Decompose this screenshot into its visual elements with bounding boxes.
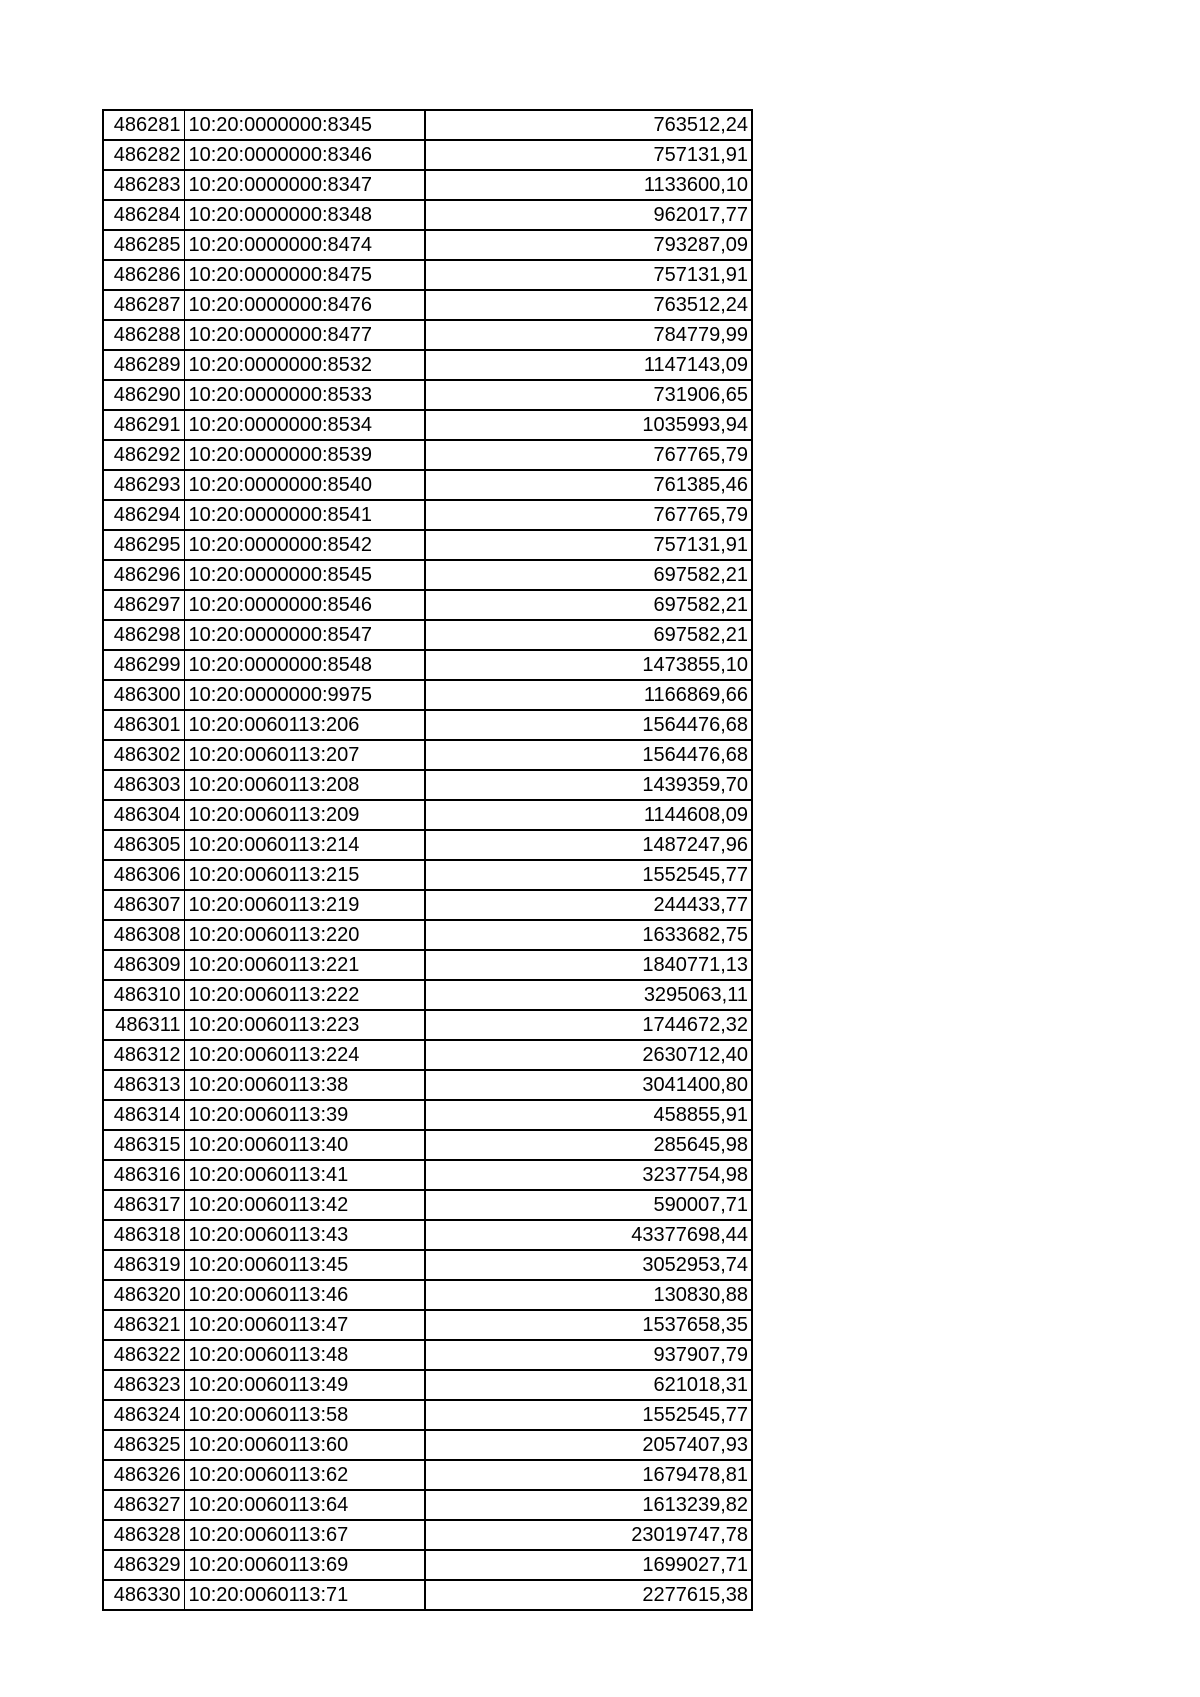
value-cell: 3295063,11	[425, 980, 752, 1010]
row-number-cell: 486306	[103, 860, 184, 890]
row-number-cell: 486310	[103, 980, 184, 1010]
value-cell: 2630712,40	[425, 1040, 752, 1070]
value-cell: 1564476,68	[425, 740, 752, 770]
value-cell: 130830,88	[425, 1280, 752, 1310]
cadastral-number-cell: 10:20:0060113:38	[184, 1070, 425, 1100]
value-cell: 43377698,44	[425, 1220, 752, 1250]
row-number-cell: 486290	[103, 380, 184, 410]
cadastral-number-cell: 10:20:0060113:69	[184, 1550, 425, 1580]
value-cell: 1744672,32	[425, 1010, 752, 1040]
cadastral-number-cell: 10:20:0060113:62	[184, 1460, 425, 1490]
value-cell: 3052953,74	[425, 1250, 752, 1280]
value-cell: 590007,71	[425, 1190, 752, 1220]
cadastral-number-cell: 10:20:0000000:8533	[184, 380, 425, 410]
row-number-cell: 486315	[103, 1130, 184, 1160]
row-number-cell: 486317	[103, 1190, 184, 1220]
value-cell: 1699027,71	[425, 1550, 752, 1580]
row-number-cell: 486322	[103, 1340, 184, 1370]
table-row	[103, 140, 752, 170]
value-cell: 1552545,77	[425, 860, 752, 890]
value-cell: 23019747,78	[425, 1520, 752, 1550]
table-row	[103, 830, 752, 860]
value-cell: 784779,99	[425, 320, 752, 350]
value-cell: 767765,79	[425, 440, 752, 470]
value-cell: 697582,21	[425, 620, 752, 650]
cadastral-number-cell: 10:20:0060113:41	[184, 1160, 425, 1190]
row-number-cell: 486326	[103, 1460, 184, 1490]
row-number-cell: 486296	[103, 560, 184, 590]
row-number-cell: 486297	[103, 590, 184, 620]
value-cell: 458855,91	[425, 1100, 752, 1130]
row-number-cell: 486320	[103, 1280, 184, 1310]
value-cell: 697582,21	[425, 590, 752, 620]
cadastral-number-cell: 10:20:0000000:8477	[184, 320, 425, 350]
table-row	[103, 920, 752, 950]
cadastral-number-cell: 10:20:0060113:209	[184, 800, 425, 830]
value-cell: 244433,77	[425, 890, 752, 920]
cadastral-number-cell: 10:20:0060113:39	[184, 1100, 425, 1130]
value-cell: 793287,09	[425, 230, 752, 260]
row-number-cell: 486300	[103, 680, 184, 710]
table-row	[103, 680, 752, 710]
row-number-cell: 486286	[103, 260, 184, 290]
value-cell: 767765,79	[425, 500, 752, 530]
cadastral-number-cell: 10:20:0060113:219	[184, 890, 425, 920]
table-row	[103, 1490, 752, 1520]
value-cell: 1035993,94	[425, 410, 752, 440]
value-cell: 1564476,68	[425, 710, 752, 740]
table-row	[103, 1400, 752, 1430]
cadastral-number-cell: 10:20:0060113:47	[184, 1310, 425, 1340]
row-number-cell: 486299	[103, 650, 184, 680]
cadastral-number-cell: 10:20:0060113:215	[184, 860, 425, 890]
cadastral-number-cell: 10:20:0060113:222	[184, 980, 425, 1010]
value-cell: 285645,98	[425, 1130, 752, 1160]
row-number-cell: 486293	[103, 470, 184, 500]
value-cell: 763512,24	[425, 110, 752, 140]
table-row	[103, 1190, 752, 1220]
table-row	[103, 1460, 752, 1490]
table-row	[103, 410, 752, 440]
value-cell: 937907,79	[425, 1340, 752, 1370]
cadastral-number-cell: 10:20:0060113:49	[184, 1370, 425, 1400]
table-row	[103, 800, 752, 830]
cadastral-number-cell: 10:20:0060113:58	[184, 1400, 425, 1430]
table-row	[103, 1010, 752, 1040]
row-number-cell: 486329	[103, 1550, 184, 1580]
table-body	[103, 110, 752, 1610]
cadastral-number-cell: 10:20:0000000:8475	[184, 260, 425, 290]
row-number-cell: 486294	[103, 500, 184, 530]
row-number-cell: 486314	[103, 1100, 184, 1130]
table-row	[103, 890, 752, 920]
row-number-cell: 486325	[103, 1430, 184, 1460]
table-row	[103, 170, 752, 200]
value-cell: 1679478,81	[425, 1460, 752, 1490]
row-number-cell: 486327	[103, 1490, 184, 1520]
row-number-cell: 486292	[103, 440, 184, 470]
cadastral-number-cell: 10:20:0060113:43	[184, 1220, 425, 1250]
cadastral-number-cell: 10:20:0060113:64	[184, 1490, 425, 1520]
cadastral-number-cell: 10:20:0060113:224	[184, 1040, 425, 1070]
row-number-cell: 486309	[103, 950, 184, 980]
table-row	[103, 1280, 752, 1310]
table-row	[103, 230, 752, 260]
value-cell: 962017,77	[425, 200, 752, 230]
row-number-cell: 486291	[103, 410, 184, 440]
cadastral-number-cell: 10:20:0000000:8546	[184, 590, 425, 620]
row-number-cell: 486305	[103, 830, 184, 860]
table-row	[103, 860, 752, 890]
cadastral-number-cell: 10:20:0060113:67	[184, 1520, 425, 1550]
cadastral-number-cell: 10:20:0060113:220	[184, 920, 425, 950]
table-row	[103, 980, 752, 1010]
cadastral-number-cell: 10:20:0060113:214	[184, 830, 425, 860]
table-row	[103, 1370, 752, 1400]
cadastral-number-cell: 10:20:0000000:8545	[184, 560, 425, 590]
cadastral-number-cell: 10:20:0000000:8532	[184, 350, 425, 380]
value-cell: 1133600,10	[425, 170, 752, 200]
table-row	[103, 560, 752, 590]
cadastral-number-cell: 10:20:0060113:208	[184, 770, 425, 800]
cadastral-number-cell: 10:20:0060113:71	[184, 1580, 425, 1610]
row-number-cell: 486288	[103, 320, 184, 350]
table-row	[103, 470, 752, 500]
cadastral-number-cell: 10:20:0000000:8534	[184, 410, 425, 440]
table-row	[103, 1070, 752, 1100]
row-number-cell: 486312	[103, 1040, 184, 1070]
row-number-cell: 486304	[103, 800, 184, 830]
value-cell: 1613239,82	[425, 1490, 752, 1520]
value-cell: 1473855,10	[425, 650, 752, 680]
value-cell: 1147143,09	[425, 350, 752, 380]
value-cell: 621018,31	[425, 1370, 752, 1400]
row-number-cell: 486328	[103, 1520, 184, 1550]
cadastral-number-cell: 10:20:0000000:8547	[184, 620, 425, 650]
table-row	[103, 620, 752, 650]
table-row	[103, 350, 752, 380]
table-row	[103, 320, 752, 350]
cadastral-number-cell: 10:20:0060113:221	[184, 950, 425, 980]
table-row	[103, 650, 752, 680]
row-number-cell: 486298	[103, 620, 184, 650]
data-table	[102, 109, 753, 1611]
cadastral-number-cell: 10:20:0060113:40	[184, 1130, 425, 1160]
value-cell: 1166869,66	[425, 680, 752, 710]
table-row	[103, 1100, 752, 1130]
value-cell: 2277615,38	[425, 1580, 752, 1610]
row-number-cell: 486289	[103, 350, 184, 380]
row-number-cell: 486319	[103, 1250, 184, 1280]
cadastral-number-cell: 10:20:0000000:8541	[184, 500, 425, 530]
table-row	[103, 710, 752, 740]
cadastral-number-cell: 10:20:0000000:8540	[184, 470, 425, 500]
value-cell: 1840771,13	[425, 950, 752, 980]
value-cell: 1552545,77	[425, 1400, 752, 1430]
row-number-cell: 486316	[103, 1160, 184, 1190]
table-row	[103, 1130, 752, 1160]
value-cell: 1537658,35	[425, 1310, 752, 1340]
cadastral-number-cell: 10:20:0000000:8348	[184, 200, 425, 230]
row-number-cell: 486281	[103, 110, 184, 140]
table-row	[103, 1160, 752, 1190]
row-number-cell: 486313	[103, 1070, 184, 1100]
row-number-cell: 486308	[103, 920, 184, 950]
cadastral-number-cell: 10:20:0000000:8474	[184, 230, 425, 260]
table-row	[103, 1520, 752, 1550]
row-number-cell: 486285	[103, 230, 184, 260]
cadastral-number-cell: 10:20:0000000:8346	[184, 140, 425, 170]
table-row	[103, 1550, 752, 1580]
table-row	[103, 380, 752, 410]
table-row	[103, 500, 752, 530]
row-number-cell: 486324	[103, 1400, 184, 1430]
cadastral-number-cell: 10:20:0060113:46	[184, 1280, 425, 1310]
cadastral-number-cell: 10:20:0060113:48	[184, 1340, 425, 1370]
cadastral-number-cell: 10:20:0000000:8347	[184, 170, 425, 200]
row-number-cell: 486321	[103, 1310, 184, 1340]
value-cell: 757131,91	[425, 530, 752, 560]
value-cell: 1633682,75	[425, 920, 752, 950]
table-row	[103, 740, 752, 770]
cadastral-number-cell: 10:20:0060113:206	[184, 710, 425, 740]
cadastral-number-cell: 10:20:0000000:8548	[184, 650, 425, 680]
cadastral-number-cell: 10:20:0000000:8476	[184, 290, 425, 320]
value-cell: 3041400,80	[425, 1070, 752, 1100]
value-cell: 1144608,09	[425, 800, 752, 830]
cadastral-number-cell: 10:20:0060113:207	[184, 740, 425, 770]
cadastral-number-cell: 10:20:0000000:9975	[184, 680, 425, 710]
value-cell: 697582,21	[425, 560, 752, 590]
table-row	[103, 110, 752, 140]
value-cell: 1439359,70	[425, 770, 752, 800]
value-cell: 757131,91	[425, 140, 752, 170]
row-number-cell: 486318	[103, 1220, 184, 1250]
row-number-cell: 486282	[103, 140, 184, 170]
row-number-cell: 486283	[103, 170, 184, 200]
table-row	[103, 440, 752, 470]
value-cell: 757131,91	[425, 260, 752, 290]
table-row	[103, 1340, 752, 1370]
cadastral-number-cell: 10:20:0000000:8345	[184, 110, 425, 140]
row-number-cell: 486302	[103, 740, 184, 770]
row-number-cell: 486307	[103, 890, 184, 920]
cadastral-number-cell: 10:20:0060113:223	[184, 1010, 425, 1040]
table-row	[103, 1250, 752, 1280]
value-cell: 761385,46	[425, 470, 752, 500]
table-row	[103, 770, 752, 800]
row-number-cell: 486284	[103, 200, 184, 230]
table-row	[103, 200, 752, 230]
cadastral-number-cell: 10:20:0060113:45	[184, 1250, 425, 1280]
row-number-cell: 486303	[103, 770, 184, 800]
cadastral-number-cell: 10:20:0060113:60	[184, 1430, 425, 1460]
row-number-cell: 486301	[103, 710, 184, 740]
table-row	[103, 1580, 752, 1610]
row-number-cell: 486323	[103, 1370, 184, 1400]
value-cell: 2057407,93	[425, 1430, 752, 1460]
table-row	[103, 950, 752, 980]
table-row	[103, 1220, 752, 1250]
row-number-cell: 486311	[103, 1010, 184, 1040]
value-cell: 1487247,96	[425, 830, 752, 860]
table-row	[103, 530, 752, 560]
table-row	[103, 1040, 752, 1070]
value-cell: 763512,24	[425, 290, 752, 320]
cadastral-number-cell: 10:20:0000000:8539	[184, 440, 425, 470]
value-cell: 731906,65	[425, 380, 752, 410]
table-row	[103, 290, 752, 320]
row-number-cell: 486287	[103, 290, 184, 320]
table-row	[103, 590, 752, 620]
table-row	[103, 260, 752, 290]
table-row	[103, 1430, 752, 1460]
cadastral-number-cell: 10:20:0060113:42	[184, 1190, 425, 1220]
row-number-cell: 486295	[103, 530, 184, 560]
cadastral-number-cell: 10:20:0000000:8542	[184, 530, 425, 560]
row-number-cell: 486330	[103, 1580, 184, 1610]
value-cell: 3237754,98	[425, 1160, 752, 1190]
table-row	[103, 1310, 752, 1340]
